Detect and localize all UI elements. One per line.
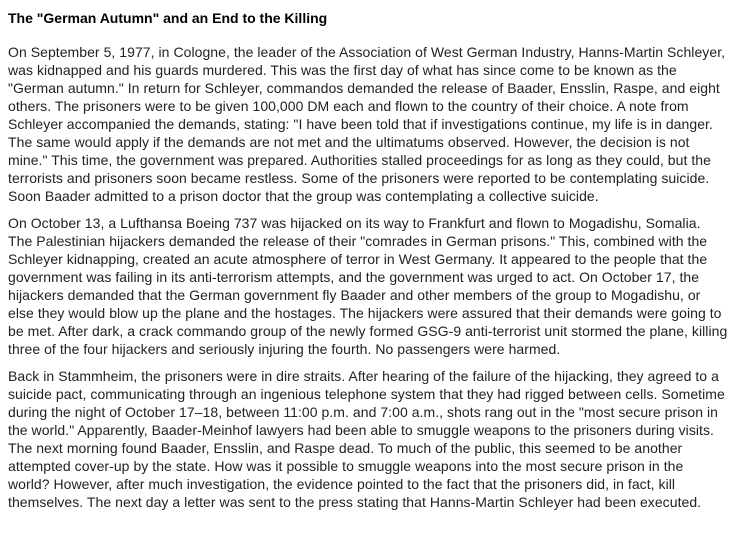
article-paragraph: On September 5, 1977, in Cologne, the leader of the Association of West German Industry, Hanns-Martin Schleyer, was kidnapped and his guards murdered. This was the first day of what has since come to be known as the "German autumn." In return for Schleyer, commandos demanded the release of Baader, Ensslin, Raspe, and eight others. The prisoners were to be given 100,000 DM each and flown to the country of their choice. A note from Schleyer accompanied the demands, stating: "I have been told that if investigations continue, my life is in danger. The same would apply if the demands are not met and the ultimatums observed. However, the decision is not mine." This time, the government was prepared. Authorities stalled proceedings for as long as they could, but the terrorists and prisoners soon became restless. Some of the prisoners were reported to be contemplating suicide. Soon Baader admitted to a prison doctor that the group was contemplating a collective suicide. [8,44,726,204]
article-paragraph: On October 13, a Lufthansa Boeing 737 was hijacked on its way to Frankfurt and flown to Mogadishu, Somalia. The Palestinian hijackers demanded the release of their "comrades in German prisons." This, combined with the Schleyer kidnapping, created an acute atmosphere of terror in West Germany. It appeared to the people that the government was failing in its anti-terrorism attempts, and the government was urged to act. On October 17, the hijackers demanded that the German government fly Baader and other members of the group to Mogadishu, or else they would blow up the plane and the hostages. The hijackers were assured that their demands were going to be met. After dark, a crack commando group of the newly formed GSG-9 anti-terrorist unit stormed the plane, killing three of the four hijackers and seriously injuring the fourth. No passengers were harmed. [8,215,728,357]
article-paragraph: Back in Stammheim, the prisoners were in dire straits. After hearing of the failure of the hijacking, they agreed to a suicide pact, communicating through an ingenious telephone system that they had rigged between cells. Sometime during the night of October 17–18, between 11:00 p.m. and 7:00 a.m., shots rang out in the "most secure prison in the world." Apparently, Baader-Meinhof lawyers had been able to smuggle weapons to the prisoners during visits. The next morning found Baader, Ensslin, and Raspe dead. To much of the public, this seemed to be another attempted cover-up by the state. How was it possible to smuggle weapons into the most secure prison in the world? However, after much investigation, the evidence pointed to the fact that the prisoners did, in fact, kill themselves. The next day a letter was sent to the press stating that Hanns-Martin Schleyer had been executed. [8,368,725,510]
article-title: The "German Autumn" and an End to the Killing [8,10,328,26]
